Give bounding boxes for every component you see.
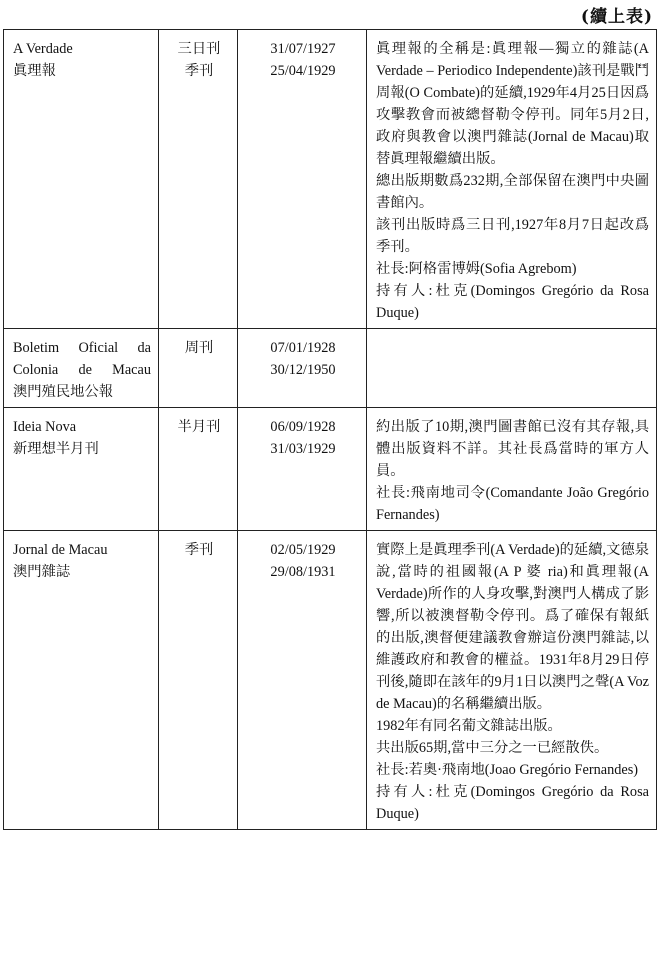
frequency-value: 季刊	[184, 63, 214, 79]
frequency-value: 三日刊	[177, 41, 221, 57]
date-cell	[238, 531, 367, 830]
title-cell	[4, 329, 159, 408]
frequency-value: 周刊	[184, 340, 214, 356]
notes-cell	[367, 408, 657, 531]
title-latin: Boletim Oficial da Colonia de Macau	[13, 340, 151, 378]
table-row	[4, 408, 657, 531]
notes-cell	[367, 531, 657, 830]
date-cell	[238, 30, 367, 329]
title-cell	[4, 408, 159, 531]
title-latin: Ideia Nova	[13, 419, 77, 435]
title-latin: A Verdade	[13, 41, 73, 57]
title-chinese: 澳門殖民地公報	[13, 384, 114, 400]
frequency-cell	[159, 329, 238, 408]
title-chinese: 澳門雜誌	[13, 564, 71, 580]
title-cell	[4, 30, 159, 329]
table-row	[4, 30, 657, 329]
table-row	[4, 531, 657, 830]
note-paragraph: 該刊出版時爲三日刊,1927年8月7日起改爲季刊。	[376, 217, 649, 255]
continued-label: (續上表)	[580, 7, 653, 27]
notes-cell	[367, 30, 657, 329]
start-date: 31/07/1927	[270, 41, 336, 57]
note-paragraph: 共出版65期,當中三分之一已經散佚。	[376, 740, 609, 756]
note-paragraph: 1982年有同名葡文雜誌出版。	[376, 718, 562, 734]
frequency-value: 半月刊	[177, 419, 221, 435]
end-date: 25/04/1929	[270, 63, 336, 79]
note-paragraph: 眞理報的全稱是:眞理報—獨立的雜誌(A Verdade – Periodico Independente)該刊是戰鬥周報(O Combate)的延續,1929年4月25日因爲攻擊教會而被總督勒令停刊。同年5月2日,政府與教會以澳門雜誌(Jornal de Macau)取替眞理報繼續出版。	[376, 41, 649, 167]
table-row	[4, 329, 657, 408]
title-latin: Jornal de Macau	[13, 542, 108, 558]
date-cell	[238, 329, 367, 408]
note-paragraph: 持有人:杜克(Domingos Gregório da Rosa Duque)	[376, 784, 649, 822]
start-date: 02/05/1929	[270, 542, 336, 558]
frequency-cell	[159, 408, 238, 531]
periodicals-table	[3, 29, 657, 830]
note-paragraph: 社長:飛南地司令(Comandante João Gregório Fernandes)	[376, 485, 649, 523]
note-paragraph: 社長:阿格雷博姆(Sofia Agrebom)	[376, 261, 577, 277]
frequency-cell	[159, 30, 238, 329]
note-paragraph: 約出版了10期,澳門圖書館已沒有其存報,具體出版資料不詳。其社長爲當時的軍方人員。	[376, 419, 649, 479]
end-date: 29/08/1931	[270, 564, 336, 580]
start-date: 07/01/1928	[270, 340, 336, 356]
note-paragraph: 社長:若奧·飛南地(Joao Gregório Fernandes)	[376, 762, 639, 778]
title-chinese: 眞理報	[13, 63, 56, 79]
title-chinese: 新理想半月刊	[13, 441, 99, 457]
start-date: 06/09/1928	[270, 419, 336, 435]
title-cell	[4, 531, 159, 830]
frequency-cell	[159, 531, 238, 830]
end-date: 30/12/1950	[270, 362, 336, 378]
note-paragraph: 總出版期數爲232期,全部保留在澳門中央圖書館內。	[376, 173, 649, 211]
note-paragraph: 持有人:杜克(Domingos Gregório da Rosa Duque)	[376, 283, 649, 321]
date-cell	[238, 408, 367, 531]
notes-cell	[367, 329, 657, 408]
note-paragraph: 實際上是眞理季刊(A Verdade)的延續,文德泉說,當時的祖國報(A P 婆 ria)和眞理報(A Verdade)所作的人身攻擊,對澳門人構成了影響,所以被澳督勒令停刊。爲了確保有報紙的出版,澳督便建議教會辦這份澳門雜誌,以維護政府和教會的權益。1931年8月29日停刊後,隨即在該年的9月1日以澳門之聲(A Voz de Macau)的名稱繼續出版。	[376, 542, 649, 712]
end-date: 31/03/1929	[270, 441, 336, 457]
frequency-value: 季刊	[184, 542, 214, 558]
